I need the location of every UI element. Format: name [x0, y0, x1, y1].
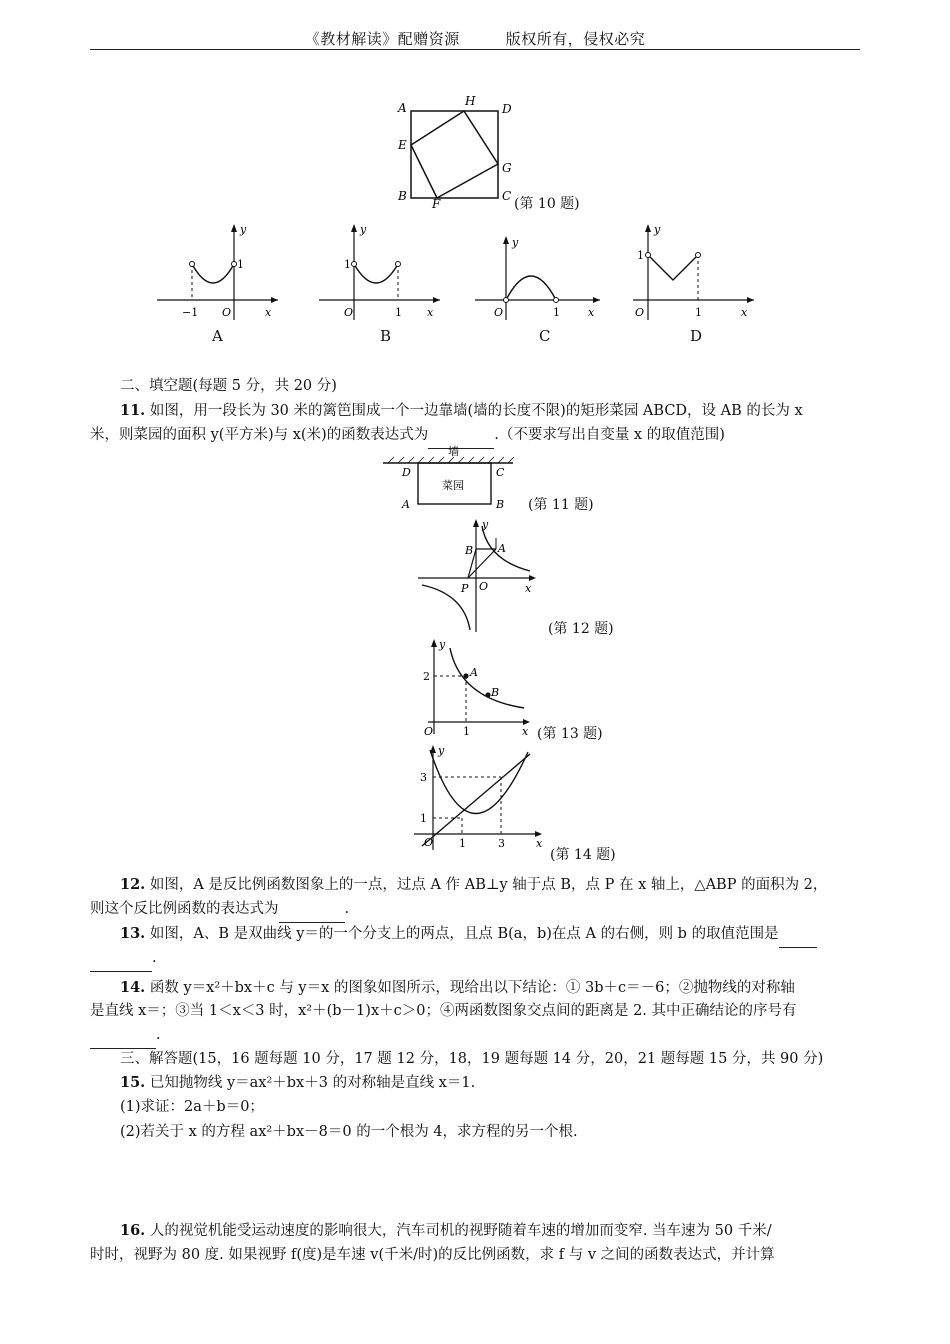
svg-text:y: y	[240, 223, 247, 236]
svg-text:x: x	[265, 306, 272, 319]
svg-text:O: O	[344, 306, 354, 319]
section-2-title: 二、填空题(每题 5 分，共 20 分)	[120, 378, 337, 394]
caption-13: (第 13 题)	[537, 726, 603, 742]
svg-text:C: C	[496, 466, 505, 479]
label-G: G	[502, 161, 512, 175]
svg-text:A: A	[402, 498, 410, 511]
svg-text:O: O	[479, 580, 489, 593]
hyperbola-branch	[450, 648, 524, 708]
curve	[354, 264, 398, 283]
option-c-label: C	[539, 327, 551, 345]
question-12-line2: 则这个反比例函数的表达式为 .	[90, 897, 860, 923]
option-b-graph	[314, 222, 444, 326]
question-14-line3: .	[90, 1023, 860, 1049]
line-y-equals-x	[422, 754, 530, 846]
header-rule	[90, 49, 860, 50]
svg-text:O: O	[494, 306, 504, 319]
svg-text:B: B	[496, 498, 505, 511]
svg-text:y: y	[438, 744, 445, 757]
option-b-label: B	[380, 327, 392, 345]
caption-11: (第 11 题)	[528, 497, 594, 513]
svg-text:x: x	[588, 306, 595, 319]
question-15-part2: (2)若关于 x 的方程 ax²＋bx－8＝0 的一个根为 4，求方程的另一个根.	[120, 1124, 578, 1140]
caption-10: (第 10 题)	[514, 196, 580, 212]
svg-text:y: y	[439, 638, 446, 651]
question-14-line1: 14. 函数 y＝x²＋bx＋c 与 y＝x 的图象如图所示，现给出以下结论：① 3b＋c＝－6；②抛物线的对称轴	[120, 979, 795, 996]
svg-text:O: O	[424, 836, 434, 849]
svg-text:y: y	[512, 236, 519, 249]
figure-14	[410, 742, 550, 854]
question-15-line1: 15. 已知抛物线 y＝ax²＋bx＋3 的对称轴是直线 x＝1.	[120, 1074, 476, 1091]
answer-blank-12[interactable]	[279, 897, 345, 923]
outer-square	[411, 111, 498, 198]
svg-text:A: A	[470, 666, 478, 679]
svg-text:1: 1	[344, 258, 351, 271]
question-16-line2: 时时，视野为 80 度. 如果视野 f(度)是车速 v(千米/时)的反比例函数，求 f 与 v 之间的函数表达式，并计算	[90, 1247, 775, 1263]
figure-11	[380, 445, 520, 515]
header-right: 版权所有，侵权必究	[505, 30, 646, 48]
label-A: A	[398, 101, 407, 115]
svg-text:x: x	[741, 306, 748, 319]
svg-text:D: D	[402, 466, 411, 479]
section-3-title: 三、解答题(15，16 题每题 10 分，17 题 12 分，18，19 题每题 14 分，20，21 题每题 15 分，共 90 分)	[120, 1051, 824, 1067]
option-a-graph	[152, 222, 282, 326]
question-15-part1: (1)求证：2a＋b＝0；	[120, 1099, 264, 1115]
svg-text:x: x	[427, 306, 434, 319]
svg-text:墙: 墙	[448, 445, 459, 458]
figure-10	[390, 96, 520, 208]
curve	[506, 276, 556, 300]
svg-text:1: 1	[695, 306, 702, 319]
question-14-line2: 是直线 x＝；③当 1＜x＜3 时，x²＋(b－1)x＋c＞0；④两函数图象交点间的距离是 2. 其中正确结论的序号有	[90, 1003, 797, 1019]
label-H: H	[465, 96, 476, 108]
question-13-line1: 13. 如图，A、B 是双曲线 y＝的一个分支上的两点，且点 B(a，b)在点 A 的右侧，则 b 的取值范围是	[120, 921, 860, 948]
svg-text:x: x	[522, 725, 529, 738]
svg-text:1: 1	[395, 306, 402, 319]
label-C: C	[502, 189, 512, 203]
svg-text:B: B	[465, 544, 474, 557]
option-d-label: D	[690, 327, 703, 345]
point-a	[463, 673, 468, 678]
svg-text:y: y	[654, 223, 661, 236]
svg-text:B: B	[491, 686, 500, 699]
svg-text:1: 1	[237, 258, 244, 271]
svg-text:−1: −1	[182, 306, 199, 319]
curve	[648, 255, 698, 280]
svg-text:x: x	[525, 582, 532, 595]
svg-text:1: 1	[553, 306, 560, 319]
figure-12	[412, 516, 542, 634]
question-13-line2: .	[90, 946, 860, 972]
svg-text:3: 3	[498, 837, 505, 850]
svg-text:菜园: 菜园	[442, 479, 464, 492]
answer-blank-13b[interactable]	[90, 946, 152, 972]
svg-text:y: y	[360, 223, 367, 236]
question-11-line2: 米，则菜园的面积 y(平方米)与 x(米)的函数表达式为 .（不要求写出自变量 x 的取值范围)	[90, 423, 860, 449]
svg-text:1: 1	[637, 249, 644, 262]
parabola	[430, 750, 528, 814]
label-B: B	[398, 189, 407, 203]
svg-text:P: P	[461, 582, 469, 595]
label-D: D	[502, 102, 512, 116]
option-d-graph	[628, 222, 758, 326]
header-left: 《教材解读》配赠资源	[304, 30, 460, 48]
svg-text:A: A	[498, 542, 506, 555]
answer-blank-13a[interactable]	[779, 922, 817, 948]
svg-text:1: 1	[463, 725, 470, 738]
label-F: F	[432, 197, 441, 208]
svg-text:y: y	[482, 518, 489, 531]
svg-text:O: O	[222, 306, 232, 319]
svg-text:O: O	[424, 725, 434, 738]
label-E: E	[398, 138, 407, 152]
caption-12: (第 12 题)	[548, 621, 614, 637]
option-c-graph	[470, 222, 604, 326]
question-16-line1: 16. 人的视觉机能受运动速度的影响很大，汽车司机的视野随着车速的增加而变窄. 当车速为 50 千米/	[120, 1222, 772, 1239]
svg-text:3: 3	[420, 771, 427, 784]
curve	[192, 264, 234, 283]
caption-14: (第 14 题)	[550, 847, 616, 863]
svg-text:2: 2	[423, 670, 430, 683]
question-11-line1: 11. 如图，用一段长为 30 米的篱笆围成一个一边靠墙(墙的长度不限)的矩形菜园 ABCD，设 AB 的长为 x	[120, 402, 803, 419]
answer-blank-14[interactable]	[90, 1023, 156, 1049]
svg-text:O: O	[635, 306, 645, 319]
inner-square	[411, 111, 498, 198]
svg-text:1: 1	[459, 837, 466, 850]
option-a-label: A	[212, 327, 223, 345]
figure-13	[420, 636, 536, 740]
point-b	[485, 692, 490, 697]
svg-text:1: 1	[420, 812, 427, 825]
question-12-line1: 12. 如图，A 是反比例函数图象上的一点，过点 A 作 AB⊥y 轴于点 B，点 P 在 x 轴上，△ABP 的面积为 2，	[120, 876, 828, 893]
page-header	[90, 28, 860, 49]
svg-text:x: x	[536, 837, 543, 850]
